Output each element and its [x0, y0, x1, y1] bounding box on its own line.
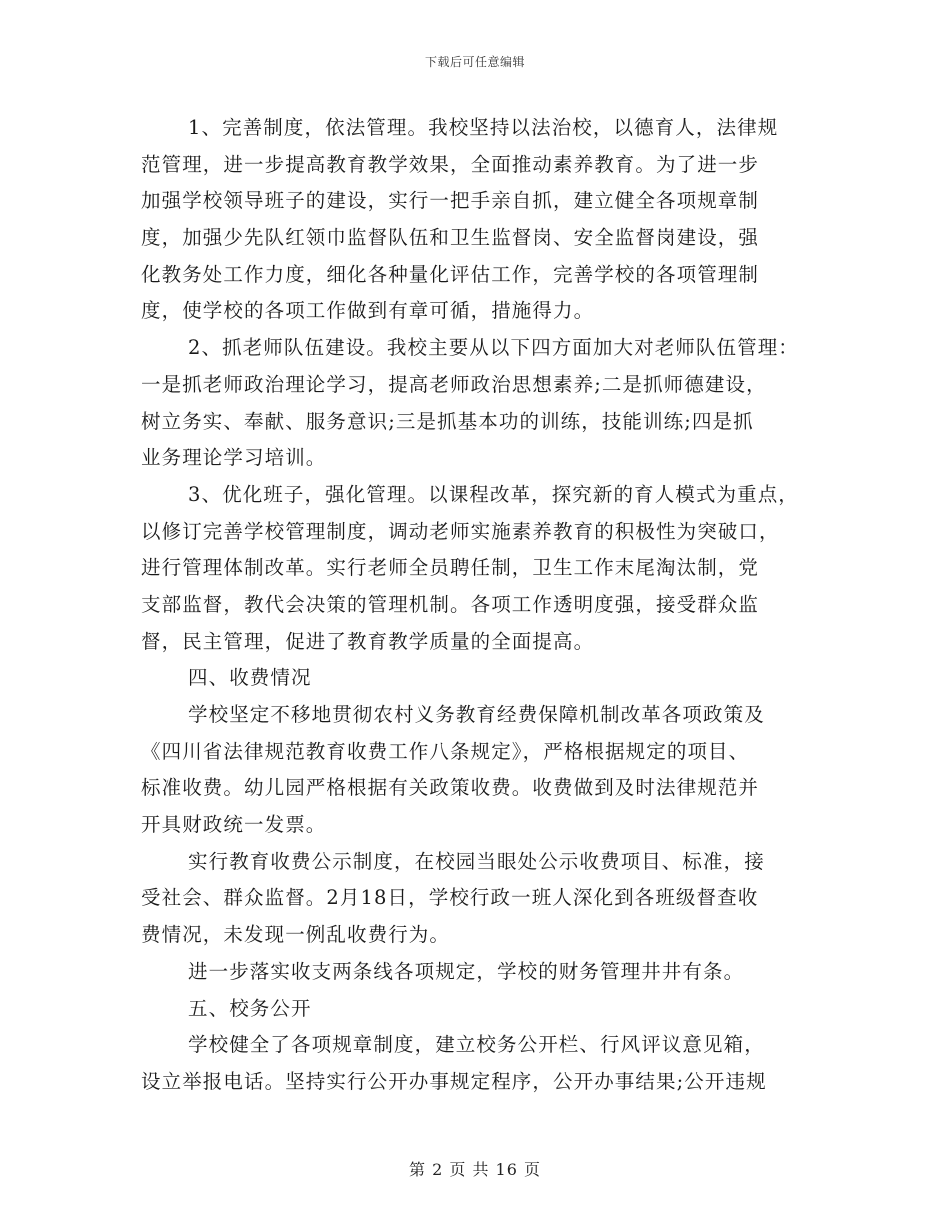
text-line: 受社会、群众监督。2月18日，学校行政一班人深化到各班级督查收 — [141, 886, 759, 910]
text-line: 度，加强少先队红领巾监督队伍和卫生监督岗、安全监督岗建设，强 — [141, 226, 760, 250]
text-line: 标准收费。幼儿园严格根据有关政策收费。收费做到及时法律规范并 — [141, 776, 760, 800]
text-line: 化教务处工作力度，细化各种量化评估工作，完善学校的各项管理制 — [141, 262, 760, 286]
text-line: 范管理，进一步提高教育教学效果，全面推动素养教育。为了进一步 — [141, 152, 760, 176]
page-header: 下载后可任意编辑 — [424, 55, 525, 69]
text-line: 度，使学校的各项工作做到有章可循，措施得力。 — [141, 299, 595, 323]
page-footer: 第 2 页 共 16 页 — [409, 1160, 541, 1179]
text-line: 《四川省法律规范教育收费工作八条规定》，严格根据规定的项目、 — [141, 739, 750, 763]
section-heading: 五、校务公开 — [188, 996, 312, 1020]
text-line: 业务理论学习培训。 — [141, 446, 327, 470]
text-line: 督，民主管理，促进了教育教学质量的全面提高。 — [141, 629, 595, 653]
section-heading: 四、收费情况 — [188, 666, 312, 690]
text-line: 一是抓老师政治理论学习，提高老师政治思想素养;二是抓师德建设， — [141, 372, 767, 396]
text-line: 学校坚定不移地贯彻农村义务教育经费保障机制改革各项政策及 — [188, 703, 765, 726]
text-line: 以修订完善学校管理制度，调动老师实施素养教育的积极性为突破口， — [141, 519, 780, 543]
text-line: 树立务实、奉献、服务意识;三是抓基本功的训练，技能训练;四是抓 — [141, 409, 754, 433]
text-line: 开具财政统一发票。 — [141, 813, 327, 837]
text-line: 费情况，未发现一例乱收费行为。 — [141, 923, 451, 947]
text-line: 支部监督，教代会决策的管理机制。各项工作透明度强，接受群众监 — [141, 592, 760, 616]
text-line: 3、优化班子，强化管理。以课程改革，探究新的育人模式为重点， — [188, 482, 799, 506]
text-line: 实行教育收费公示制度，在校园当眼处公示收费项目、标准，接 — [188, 849, 765, 873]
text-line: 2、抓老师队伍建设。我校主要从以下四方面加大对老师队伍管理： — [188, 336, 799, 360]
text-line: 进行管理体制改革。实行老师全员聘任制，卫生工作末尾淘汰制，党 — [141, 556, 760, 580]
document-body — [141, 110, 811, 1101]
text-line: 进一步落实收支两条线各项规定，学校的财务管理井井有条。 — [188, 959, 745, 983]
text-line: 学校健全了各项规章制度，建立校务公开栏、行风评议意见箱， — [188, 1033, 765, 1057]
text-line: 1、完善制度，依法管理。我校坚持以法治校，以德育人，法律规 — [188, 116, 779, 139]
text-line: 设立举报电话。坚持实行公开办事规定程序，公开办事结果;公开违规 — [141, 1069, 767, 1093]
text-line: 加强学校领导班子的建设，实行一把手亲自抓，建立健全各项规章制 — [141, 189, 760, 213]
